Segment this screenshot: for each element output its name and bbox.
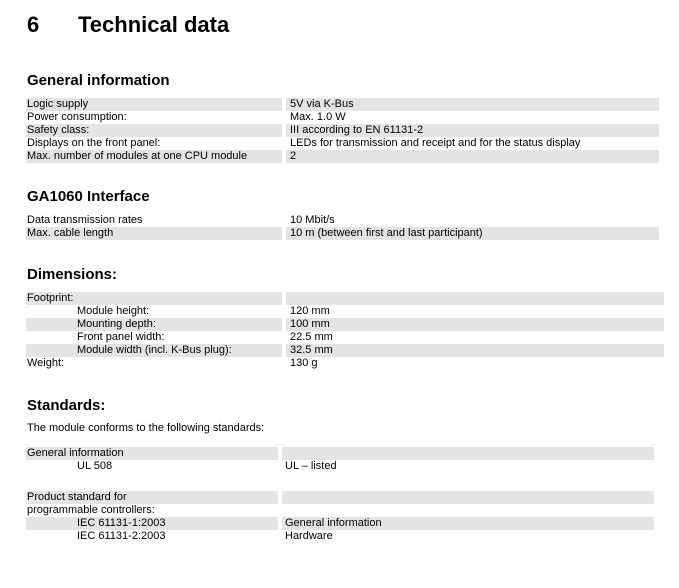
dimensions-weight-value: 130 g: [290, 357, 318, 369]
dimensions-value-mounting-depth: 100 mm: [290, 318, 330, 330]
chapter-number: 6: [27, 12, 40, 37]
dimensions-label-mounting-depth: Mounting depth:: [77, 318, 156, 330]
dimensions-value-front-panel-width: 22.5 mm: [290, 331, 333, 343]
general-label-safety-class: Safety class:: [27, 124, 90, 136]
general-label-max-modules: Max. number of modules at one CPU module: [27, 150, 248, 162]
interface-value-data-rate: 10 Mbit/s: [290, 214, 335, 226]
table-row-shade: [282, 447, 654, 460]
standards-general-label: General information: [27, 447, 124, 459]
general-value-power-consumption: Max. 1.0 W: [290, 111, 346, 123]
standards-ul-label: UL 508: [77, 460, 113, 472]
interface-label-cable-length: Max. cable length: [27, 227, 114, 239]
standards-heading: Standards:: [27, 397, 106, 414]
dimensions-weight-label: Weight:: [27, 357, 65, 369]
general-label-logic-supply: Logic supply: [27, 98, 89, 110]
table-row-shade: [282, 491, 654, 504]
general-value-logic-supply: 5V via K-Bus: [290, 98, 354, 110]
dimensions-label-front-panel-width: Front panel width:: [77, 331, 165, 343]
standards-product-label-line1: Product standard for: [27, 491, 127, 503]
table-row-shade: [286, 292, 664, 305]
standards-intro: The module conforms to the following standards:: [27, 422, 265, 434]
standards-product-label-line2: programmable controllers:: [27, 504, 155, 516]
standards-iec-value-2: Hardware: [285, 530, 333, 542]
dimensions-heading: Dimensions:: [27, 266, 118, 283]
general-value-max-modules: 2: [290, 150, 297, 162]
table-row-shade: [286, 318, 664, 331]
dimensions-label-module-width: Module width (incl. K-Bus plug):: [77, 344, 232, 356]
table-row-shade: [286, 150, 659, 163]
dimensions-footprint-label: Footprint:: [27, 292, 74, 304]
standards-iec-label-1: IEC 61131-1:2003: [77, 517, 166, 529]
dimensions-label-module-height: Module height:: [77, 305, 150, 317]
chapter-title: Technical data: [78, 12, 230, 37]
dimensions-value-module-width: 32.5 mm: [290, 344, 333, 356]
general-label-power-consumption: Power consumption:: [27, 111, 127, 123]
standards-ul-value: UL – listed: [285, 460, 337, 472]
general-label-displays: Displays on the front panel:: [27, 137, 161, 149]
interface-value-cable-length: 10 m (between first and last participant): [290, 227, 483, 239]
general-value-safety-class: III according to EN 61131-2: [290, 124, 424, 136]
general-information-heading: General information: [27, 72, 170, 89]
dimensions-value-module-height: 120 mm: [290, 305, 330, 317]
interface-label-data-rate: Data transmission rates: [27, 214, 143, 226]
standards-iec-value-1: General information: [285, 517, 382, 529]
table-row-shade: [286, 344, 664, 357]
general-value-displays: LEDs for transmission and receipt and for the status display: [290, 137, 581, 149]
interface-heading: GA1060 Interface: [27, 188, 150, 205]
standards-iec-label-2: IEC 61131-2:2003: [77, 530, 166, 542]
